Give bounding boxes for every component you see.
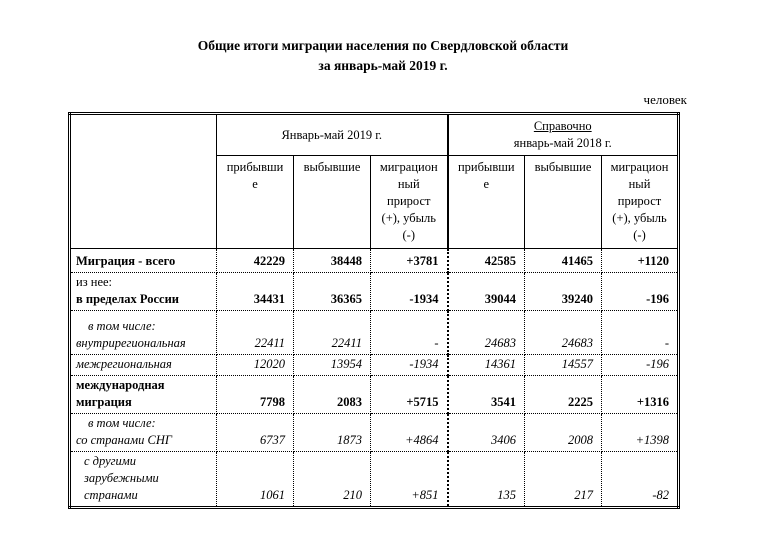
page-title xyxy=(0,36,766,76)
table-row-international xyxy=(70,376,679,414)
column-group-2018-label-line1: Справочно xyxy=(533,119,592,133)
cell-value: 38448 xyxy=(294,249,371,273)
row-label: Миграция - всего xyxy=(70,249,217,273)
cell-value: 39240 xyxy=(525,273,602,311)
unit-label: человек xyxy=(643,92,687,107)
column-group-2018-label-line2: январь-май 2018 г. xyxy=(513,136,612,150)
cell-value: 14361 xyxy=(448,355,525,376)
row-label-column-header xyxy=(70,114,217,249)
cell-value: 7798 xyxy=(217,376,294,414)
cell-value: +1316 xyxy=(602,376,679,414)
cell-value: 36365 xyxy=(294,273,371,311)
cell-value: +4864 xyxy=(371,414,448,452)
migration-table xyxy=(68,112,680,509)
cell-value: 1061 xyxy=(217,452,294,508)
row-label: международная миграция xyxy=(70,376,217,414)
column-group-2018 xyxy=(448,114,679,156)
page-title-line1: Общие итоги миграции населения по Свердловской области xyxy=(197,38,569,53)
cell-value: +5715 xyxy=(371,376,448,414)
cell-value: -1934 xyxy=(371,273,448,311)
cell-value: 22411 xyxy=(217,311,294,355)
column-header-departed-2019: выбывшие xyxy=(294,156,371,249)
cell-value: 42229 xyxy=(217,249,294,273)
column-header-arrived-2018: прибывшие xyxy=(448,156,525,249)
cell-value: 3406 xyxy=(448,414,525,452)
cell-value: 24683 xyxy=(525,311,602,355)
cell-value: -82 xyxy=(602,452,679,508)
cell-value: 1873 xyxy=(294,414,371,452)
cell-value: +3781 xyxy=(371,249,448,273)
cell-value: 2225 xyxy=(525,376,602,414)
cell-value: 135 xyxy=(448,452,525,508)
cell-value: 3541 xyxy=(448,376,525,414)
row-label: из нее: в пределах России xyxy=(70,273,217,311)
cell-value: 41465 xyxy=(525,249,602,273)
cell-value: -1934 xyxy=(371,355,448,376)
column-header-net-migration-2019: миграционный прирост (+), убыль (-) xyxy=(371,156,448,249)
cell-value: 2008 xyxy=(525,414,602,452)
column-group-2019 xyxy=(217,114,448,156)
cell-value: 39044 xyxy=(448,273,525,311)
cell-value: - xyxy=(371,311,448,355)
cell-value: -196 xyxy=(602,355,679,376)
table-row-within-russia xyxy=(70,273,679,311)
row-label: с другими зарубежными странами xyxy=(70,452,217,508)
cell-value: 2083 xyxy=(294,376,371,414)
cell-value: 14557 xyxy=(525,355,602,376)
column-group-2019-label: Январь-май 2019 г. xyxy=(281,127,383,142)
column-header-departed-2018: выбывшие xyxy=(525,156,602,249)
column-header-net-migration-2018: миграционный прирост (+), убыль (-) xyxy=(602,156,679,249)
table-row-intraregional xyxy=(70,311,679,355)
cell-value: 42585 xyxy=(448,249,525,273)
table-row-other-foreign-countries xyxy=(70,452,679,508)
cell-value: 24683 xyxy=(448,311,525,355)
table-group-header-row xyxy=(70,114,679,156)
cell-value: 13954 xyxy=(294,355,371,376)
cell-value: 217 xyxy=(525,452,602,508)
cell-value: -196 xyxy=(602,273,679,311)
cell-value: 6737 xyxy=(217,414,294,452)
cell-value: +1398 xyxy=(602,414,679,452)
cell-value: 34431 xyxy=(217,273,294,311)
table-row-interregional xyxy=(70,355,679,376)
column-header-arrived-2019: прибывшие xyxy=(217,156,294,249)
page-title-line2: за январь-май 2019 г. xyxy=(318,58,448,73)
row-label: межрегиональная xyxy=(70,355,217,376)
row-label: в том числе: со странами СНГ xyxy=(70,414,217,452)
row-label: в том числе: внутрирегиональная xyxy=(70,311,217,355)
cell-value: 210 xyxy=(294,452,371,508)
cell-value: +1120 xyxy=(602,249,679,273)
cell-value: +851 xyxy=(371,452,448,508)
cell-value: 22411 xyxy=(294,311,371,355)
cell-value: 12020 xyxy=(217,355,294,376)
cell-value: - xyxy=(602,311,679,355)
table-row-migration-total xyxy=(70,249,679,273)
table-row-cis-countries xyxy=(70,414,679,452)
